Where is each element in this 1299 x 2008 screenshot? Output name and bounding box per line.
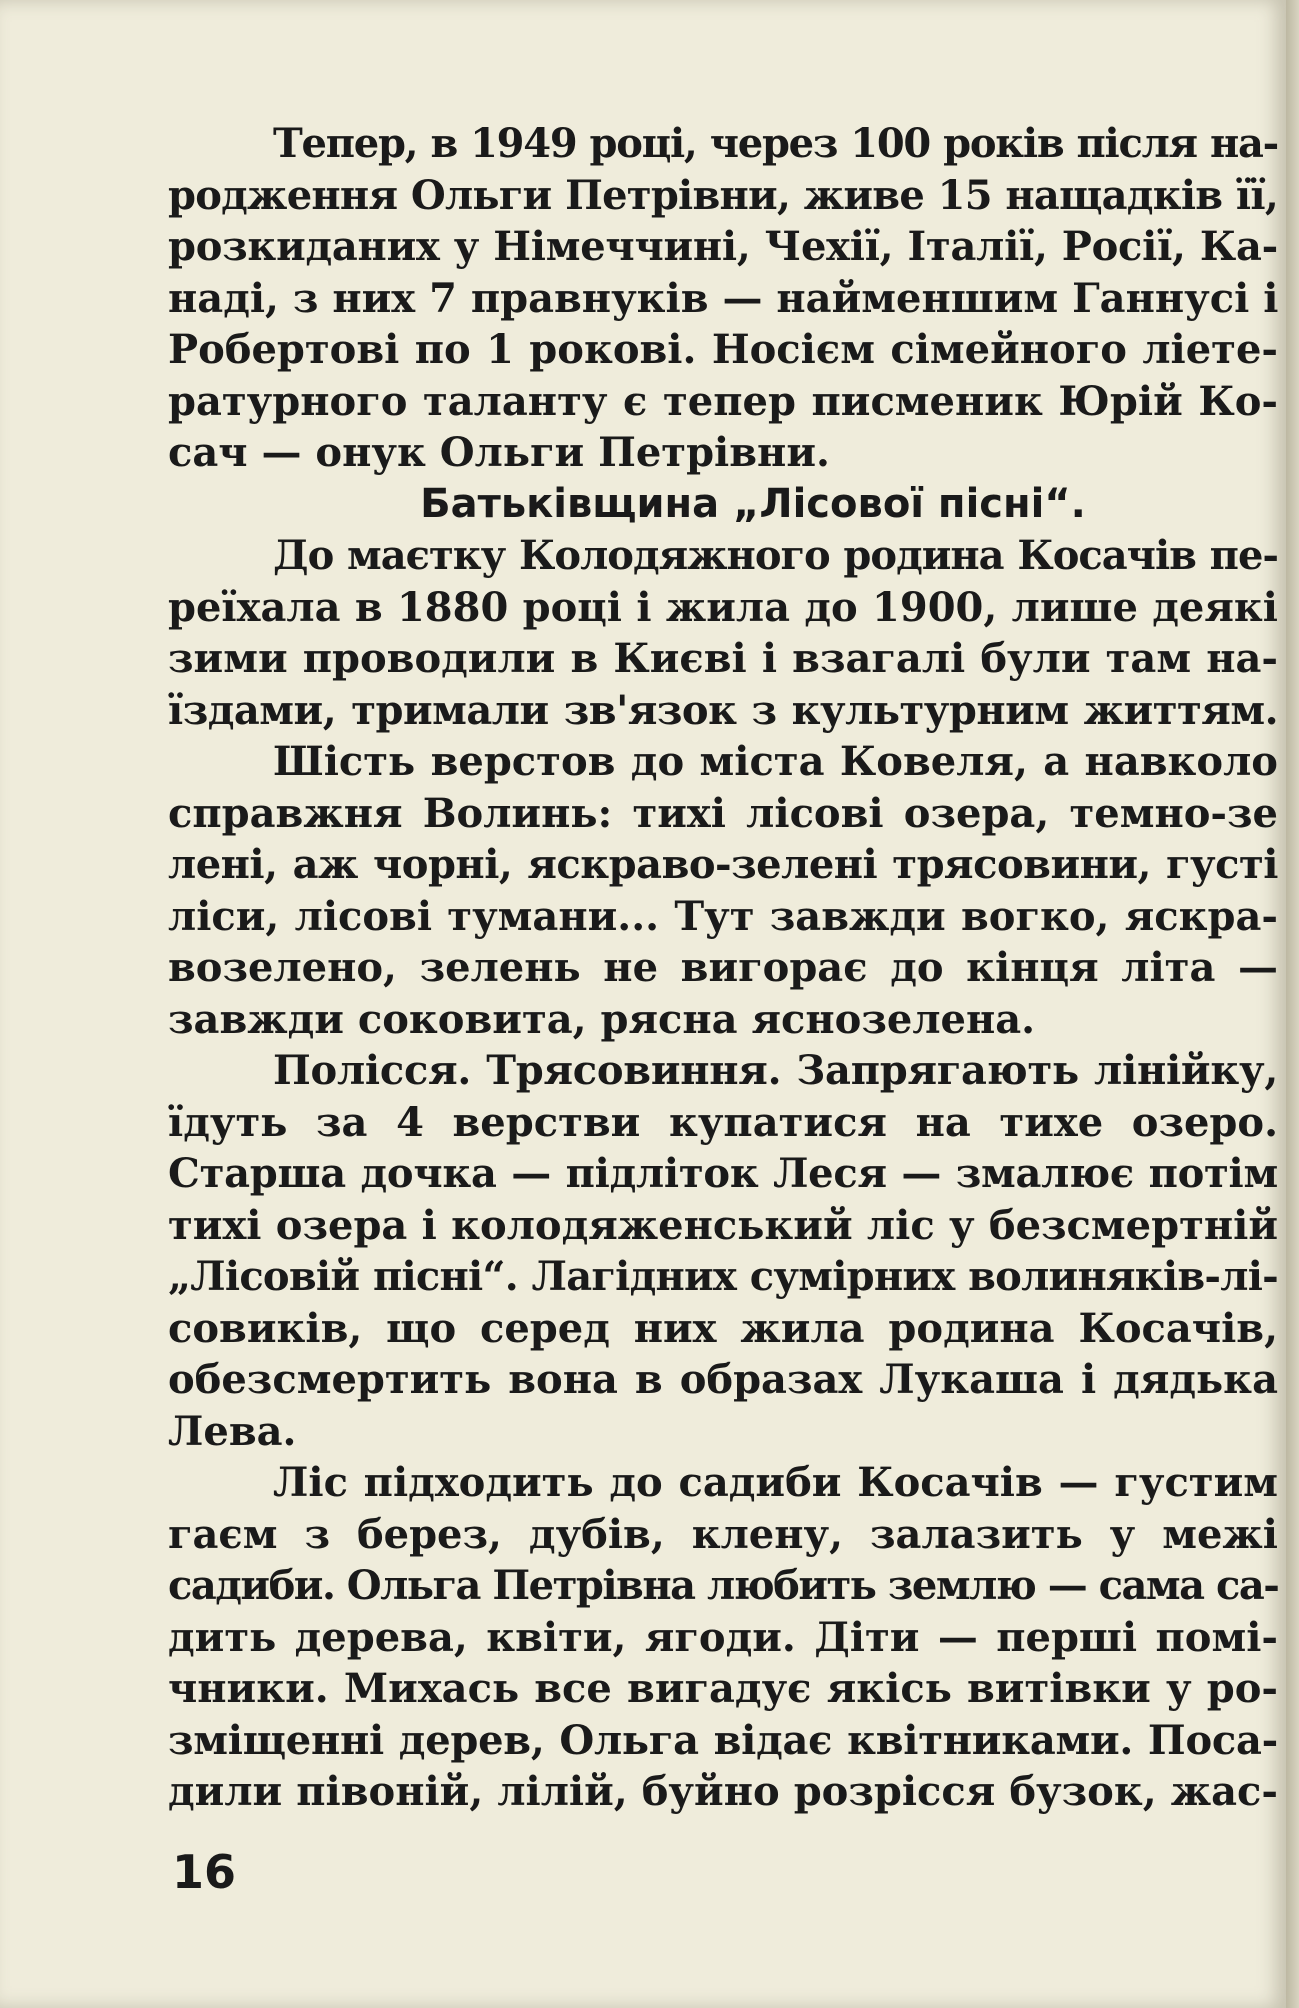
text-line: чники. Михась все вигадує якісь витівки у ро- (168, 1665, 1278, 1712)
text-line: розкиданих у Німеччині, Чехії, Італії, Росії, Ка- (168, 223, 1278, 270)
text-line: До маєтку Колодяжного родина Косачів пе- (273, 532, 1278, 579)
text-line: лені, аж чорні, яскраво-зелені трясовини, густі (168, 841, 1278, 888)
text-line: обезсмертить вона в образах Лукаша і дядька (168, 1356, 1278, 1403)
text-line: дить дерева, квіти, ягоди. Діти — перші помі- (168, 1613, 1278, 1661)
text-line: ліси, лісові тумани... Тут завжди вогко, яскра- (168, 892, 1278, 940)
section-heading: Батьківщина „Лісової пісні“. (420, 480, 1086, 527)
text-line: їздами, тримали зв'язок з культурним життям. (168, 686, 1278, 734)
text-line: „Лісовій пісні“. Лагідних сумірних волиняків-лі- (168, 1253, 1278, 1300)
text-line: реїхала в 1880 році і жила до 1900, лише деякі (168, 583, 1278, 631)
text-line: Шість верстов до міста Ковеля, а навколо (273, 738, 1278, 785)
text-line: тихі озера і колодяженський ліс у безсмертній (168, 1201, 1278, 1249)
text-line: Лева. (168, 1407, 297, 1455)
text-line: родження Ольги Петрівни, живе 15 нащадків її, (168, 171, 1278, 219)
text-line: їдуть за 4 верстви купатися на тихе озеро. (168, 1098, 1278, 1146)
text-line: Старша дочка — підліток Леся — змалює потім (168, 1150, 1278, 1197)
text-line: справжня Волинь: тихі лісові озера, темно-зе (168, 789, 1278, 837)
text-line: гаєм з берез, дубів, клену, залазить у межі (168, 1510, 1278, 1558)
text-line: Ліс підходить до садиби Косачів — густим (273, 1459, 1278, 1506)
text-line: ратурного таланту є тепер писменик Юрій Ко- (168, 377, 1278, 425)
text-line: возелено, зелень не вигорає до кінця літа — (168, 944, 1278, 991)
text-line: Робертові по 1 рокові. Носієм сімейного ліете- (168, 326, 1278, 373)
text-line: завжди соковита, рясна яснозелена. (168, 995, 1036, 1043)
text-line: сач — онук Ольги Петрівни. (168, 429, 830, 476)
page-edge (1286, 0, 1299, 2008)
text-line: Полісся. Трясовиння. Запрягають лінійку, (273, 1047, 1278, 1094)
text-line: дили півоній, лілій, буйно розрісся бузок, жас- (168, 1768, 1278, 1815)
text-line: Тепер, в 1949 році, через 100 років після на- (273, 120, 1278, 167)
page-number: 16 (172, 1845, 237, 1899)
text-line: садиби. Ольга Петрівна любить землю — сама са- (168, 1562, 1279, 1609)
body-text (168, 118, 1278, 1818)
text-line: наді, з них 7 правнуків — найменшим Ганнусі і (168, 274, 1279, 322)
text-line: зміщенні дерев, Ольга відає квітниками. Поса- (168, 1716, 1278, 1764)
text-line: совиків, що серед них жила родина Косачів, (168, 1304, 1278, 1352)
text-line: зими проводили в Києві і взагалі були там на- (168, 635, 1278, 682)
